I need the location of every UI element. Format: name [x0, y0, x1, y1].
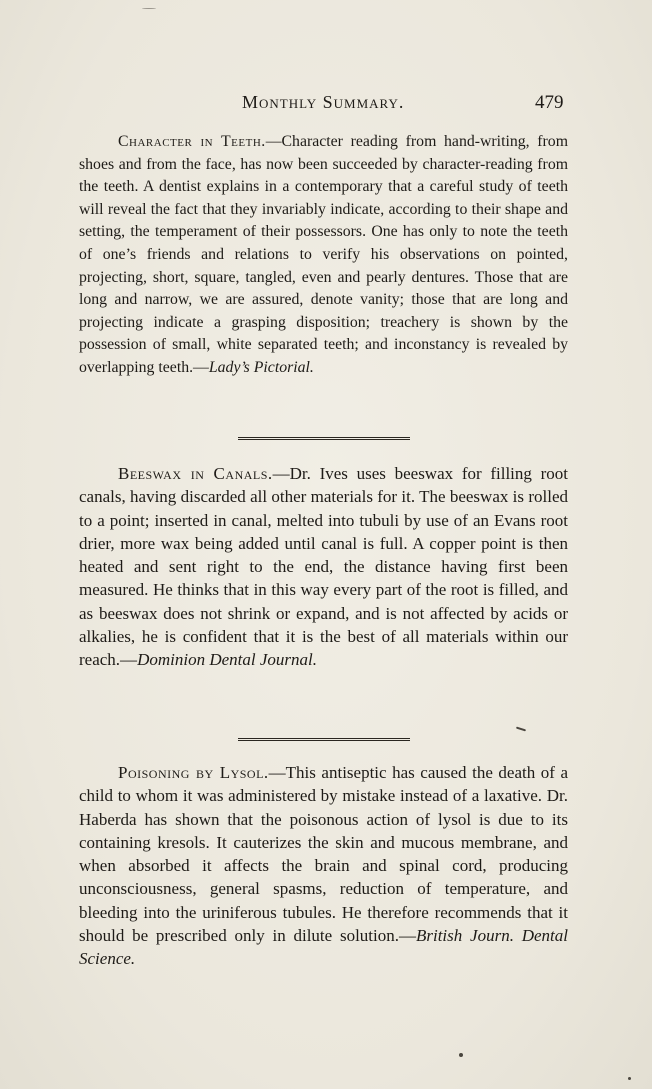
paper-speck	[516, 727, 526, 732]
article-character-in-teeth	[79, 131, 568, 380]
article-source: Lady’s Pictorial.	[208, 358, 314, 376]
article-poisoning-by-lysol	[79, 761, 568, 971]
article-body: —Dr. Ives uses beeswax for filling root canals, having discarded all other materials for it. The beeswax is rolled to a point; inserted in canal, melted into tubuli by use of an Evans root drier, more wax being added until canal is full. A copper point is then heated and sent right to the end, the distance having first been measured. He thinks that in this way every part of the root is filled, and as beeswax does not shrink or expand, and is not affected by acids or alkalies, he is confident that it is the best of all materials within our reach.—	[79, 464, 568, 670]
running-title: Monthly Summary.	[242, 92, 405, 112]
running-head	[0, 92, 652, 122]
article-source: Dominion Dental Journal.	[137, 650, 317, 670]
article-source: British Journ. Dental Science.	[79, 926, 568, 969]
section-divider	[238, 437, 410, 440]
article-paragraph	[79, 462, 568, 672]
article-beeswax-in-canals	[79, 462, 568, 672]
section-divider	[238, 738, 410, 741]
paper-speck	[459, 1053, 463, 1057]
article-body: —Character reading from hand-writing, from shoes and from the face, has now been succeeded by character-reading from the teeth. A dentist explains in a contemporary that a careful study of teeth will reveal the fact that they invariably indicate, according to their shape and setting, the temperament of their possessors. One has only to note the teeth of one’s friends and relations to verify his observations on pointed, projecting, short, square, tangled, even and pearly dentures. Those that are long and narrow, we are assured, denote vanity; those that are long and projecting indicate a grasping disposition; treachery is shown by the possession of small, white separated teeth; and inconstancy is revealed by overlapping teeth.—	[79, 133, 568, 376]
paper-speck	[142, 8, 156, 9]
article-body: —This antiseptic has caused the death of a child to whom it was administered by mistake instead of a laxative. Dr. Haberda has shown that the poisonous action of lysol is due to its containing kresols. It cauterizes the skin and mucous membrane, and when absorbed it affects the brain and spinal cord, producing unconsciousness, general spasms, reduction of temperature, and bleeding into the uriniferous tubules. He therefore recommends that it should be prescribed only in dilute solution.—	[79, 763, 568, 946]
article-paragraph	[79, 131, 568, 380]
article-paragraph	[79, 761, 568, 971]
article-heading: Character in Teeth.	[118, 133, 266, 150]
page-number: 479	[535, 92, 564, 113]
article-heading: Poisoning by Lysol.	[118, 763, 269, 782]
article-heading: Beeswax in Canals.	[118, 464, 273, 483]
paper-speck	[628, 1077, 631, 1080]
